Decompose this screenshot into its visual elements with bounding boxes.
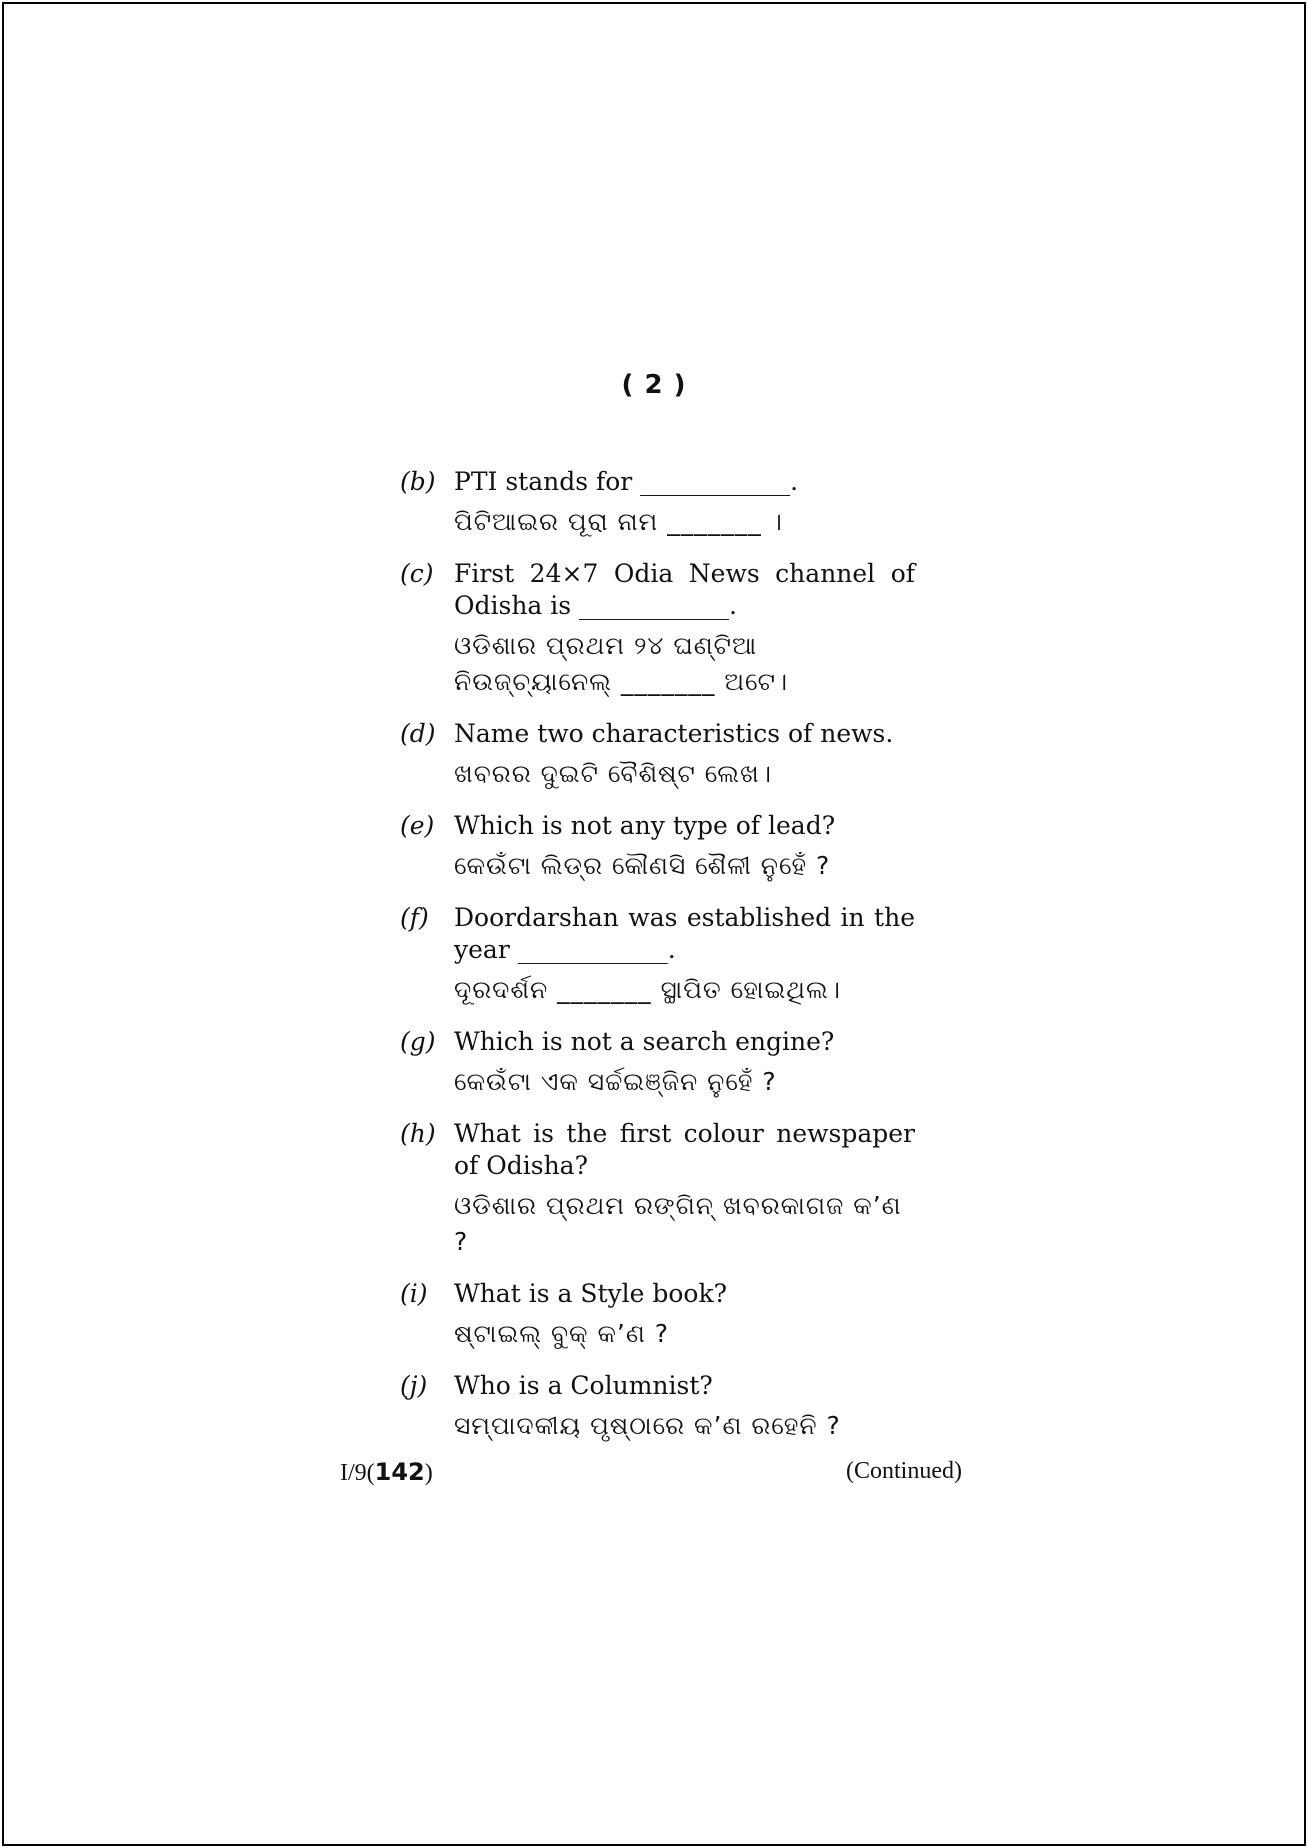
- question-text-english: Who is a Columnist?: [454, 1371, 713, 1400]
- question-e: [400, 810, 915, 884]
- question-text-odia: ଦୂରଦର୍ଶନ _______ ସ୍ଥାପିତ ହୋଇଥିଲ।: [454, 975, 841, 1004]
- question-text-odia: ଷ୍ଟାଇଲ୍ ବୁକ୍ କ’ଣ ?: [454, 1319, 669, 1348]
- question-label: (f): [400, 903, 429, 932]
- question-label: (c): [400, 559, 434, 588]
- paper-code: [340, 1458, 433, 1487]
- question-text-english: Doordarshan was established in the year ____________.: [454, 903, 915, 964]
- question-j: [400, 1370, 915, 1444]
- question-text-odia: ଓଡିଶାର ପ୍ରଥମ ରଙ୍ଗିନ୍ ଖବରକାଗଜ କ’ଣ ?: [454, 1191, 902, 1256]
- question-d: [400, 718, 915, 792]
- question-i: [400, 1278, 915, 1352]
- question-list: [400, 466, 915, 1462]
- question-text-odia: ସମ୍ପାଦକୀୟ ପୃଷ୍ଠାରେ କ’ଣ ରହେନି ?: [454, 1411, 841, 1440]
- question-h: [400, 1118, 915, 1260]
- question-text-english: First 24×7 Odia News channel of Odisha is ____________.: [454, 559, 915, 620]
- question-label: (d): [400, 719, 436, 748]
- question-b: [400, 466, 915, 540]
- question-text-english: What is the first colour newspaper of Odisha?: [454, 1119, 915, 1180]
- question-text-odia: ଖବରର ଦୁଇଟି ବୈଶିଷ୍ଟ ଲେଖ।: [454, 759, 772, 788]
- question-label: (g): [400, 1027, 436, 1056]
- question-text-odia: କେଉଁଟା ଲିଡ୍‌ର କୌଣସି ଶୈଳୀ ନୁହେଁ ?: [454, 851, 831, 880]
- question-label: (h): [400, 1119, 436, 1148]
- continued-label: (Continued): [846, 1458, 962, 1484]
- question-label: (b): [400, 467, 436, 496]
- question-g: [400, 1026, 915, 1100]
- question-c: [400, 558, 915, 700]
- question-text-english: Which is not a search engine?: [454, 1027, 835, 1056]
- question-text-english: Which is not any type of lead?: [454, 811, 836, 840]
- question-label: (e): [400, 811, 435, 840]
- page-number: ( 2 ): [621, 370, 687, 400]
- paper-code-prefix: I/9(: [340, 1460, 375, 1486]
- question-f: [400, 902, 915, 1008]
- paper-code-suffix: ): [424, 1460, 433, 1486]
- question-label: (j): [400, 1371, 428, 1400]
- question-text-english: PTI stands for ____________.: [454, 467, 799, 496]
- question-text-english: What is a Style book?: [454, 1279, 728, 1308]
- paper-code-number: 142: [374, 1458, 425, 1486]
- question-text-odia: ପିଟିଆଇର ପୂରା ନାମ _______ ।: [454, 507, 783, 536]
- question-label: (i): [400, 1279, 428, 1308]
- question-text-odia: ଓଡିଶାର ପ୍ରଥମ ୨୪ ଘଣ୍ଟିଆ ନିଉଜ୍‌ଚ୍ୟାନେଲ୍ _______ ଅଟେ।: [454, 631, 789, 696]
- question-text-english: Name two characteristics of news.: [454, 719, 894, 748]
- question-text-odia: କେଉଁଟା ଏକ ସର୍ଚ୍ଚଇଞ୍ଜିନ ନୁହେଁ ?: [454, 1067, 777, 1096]
